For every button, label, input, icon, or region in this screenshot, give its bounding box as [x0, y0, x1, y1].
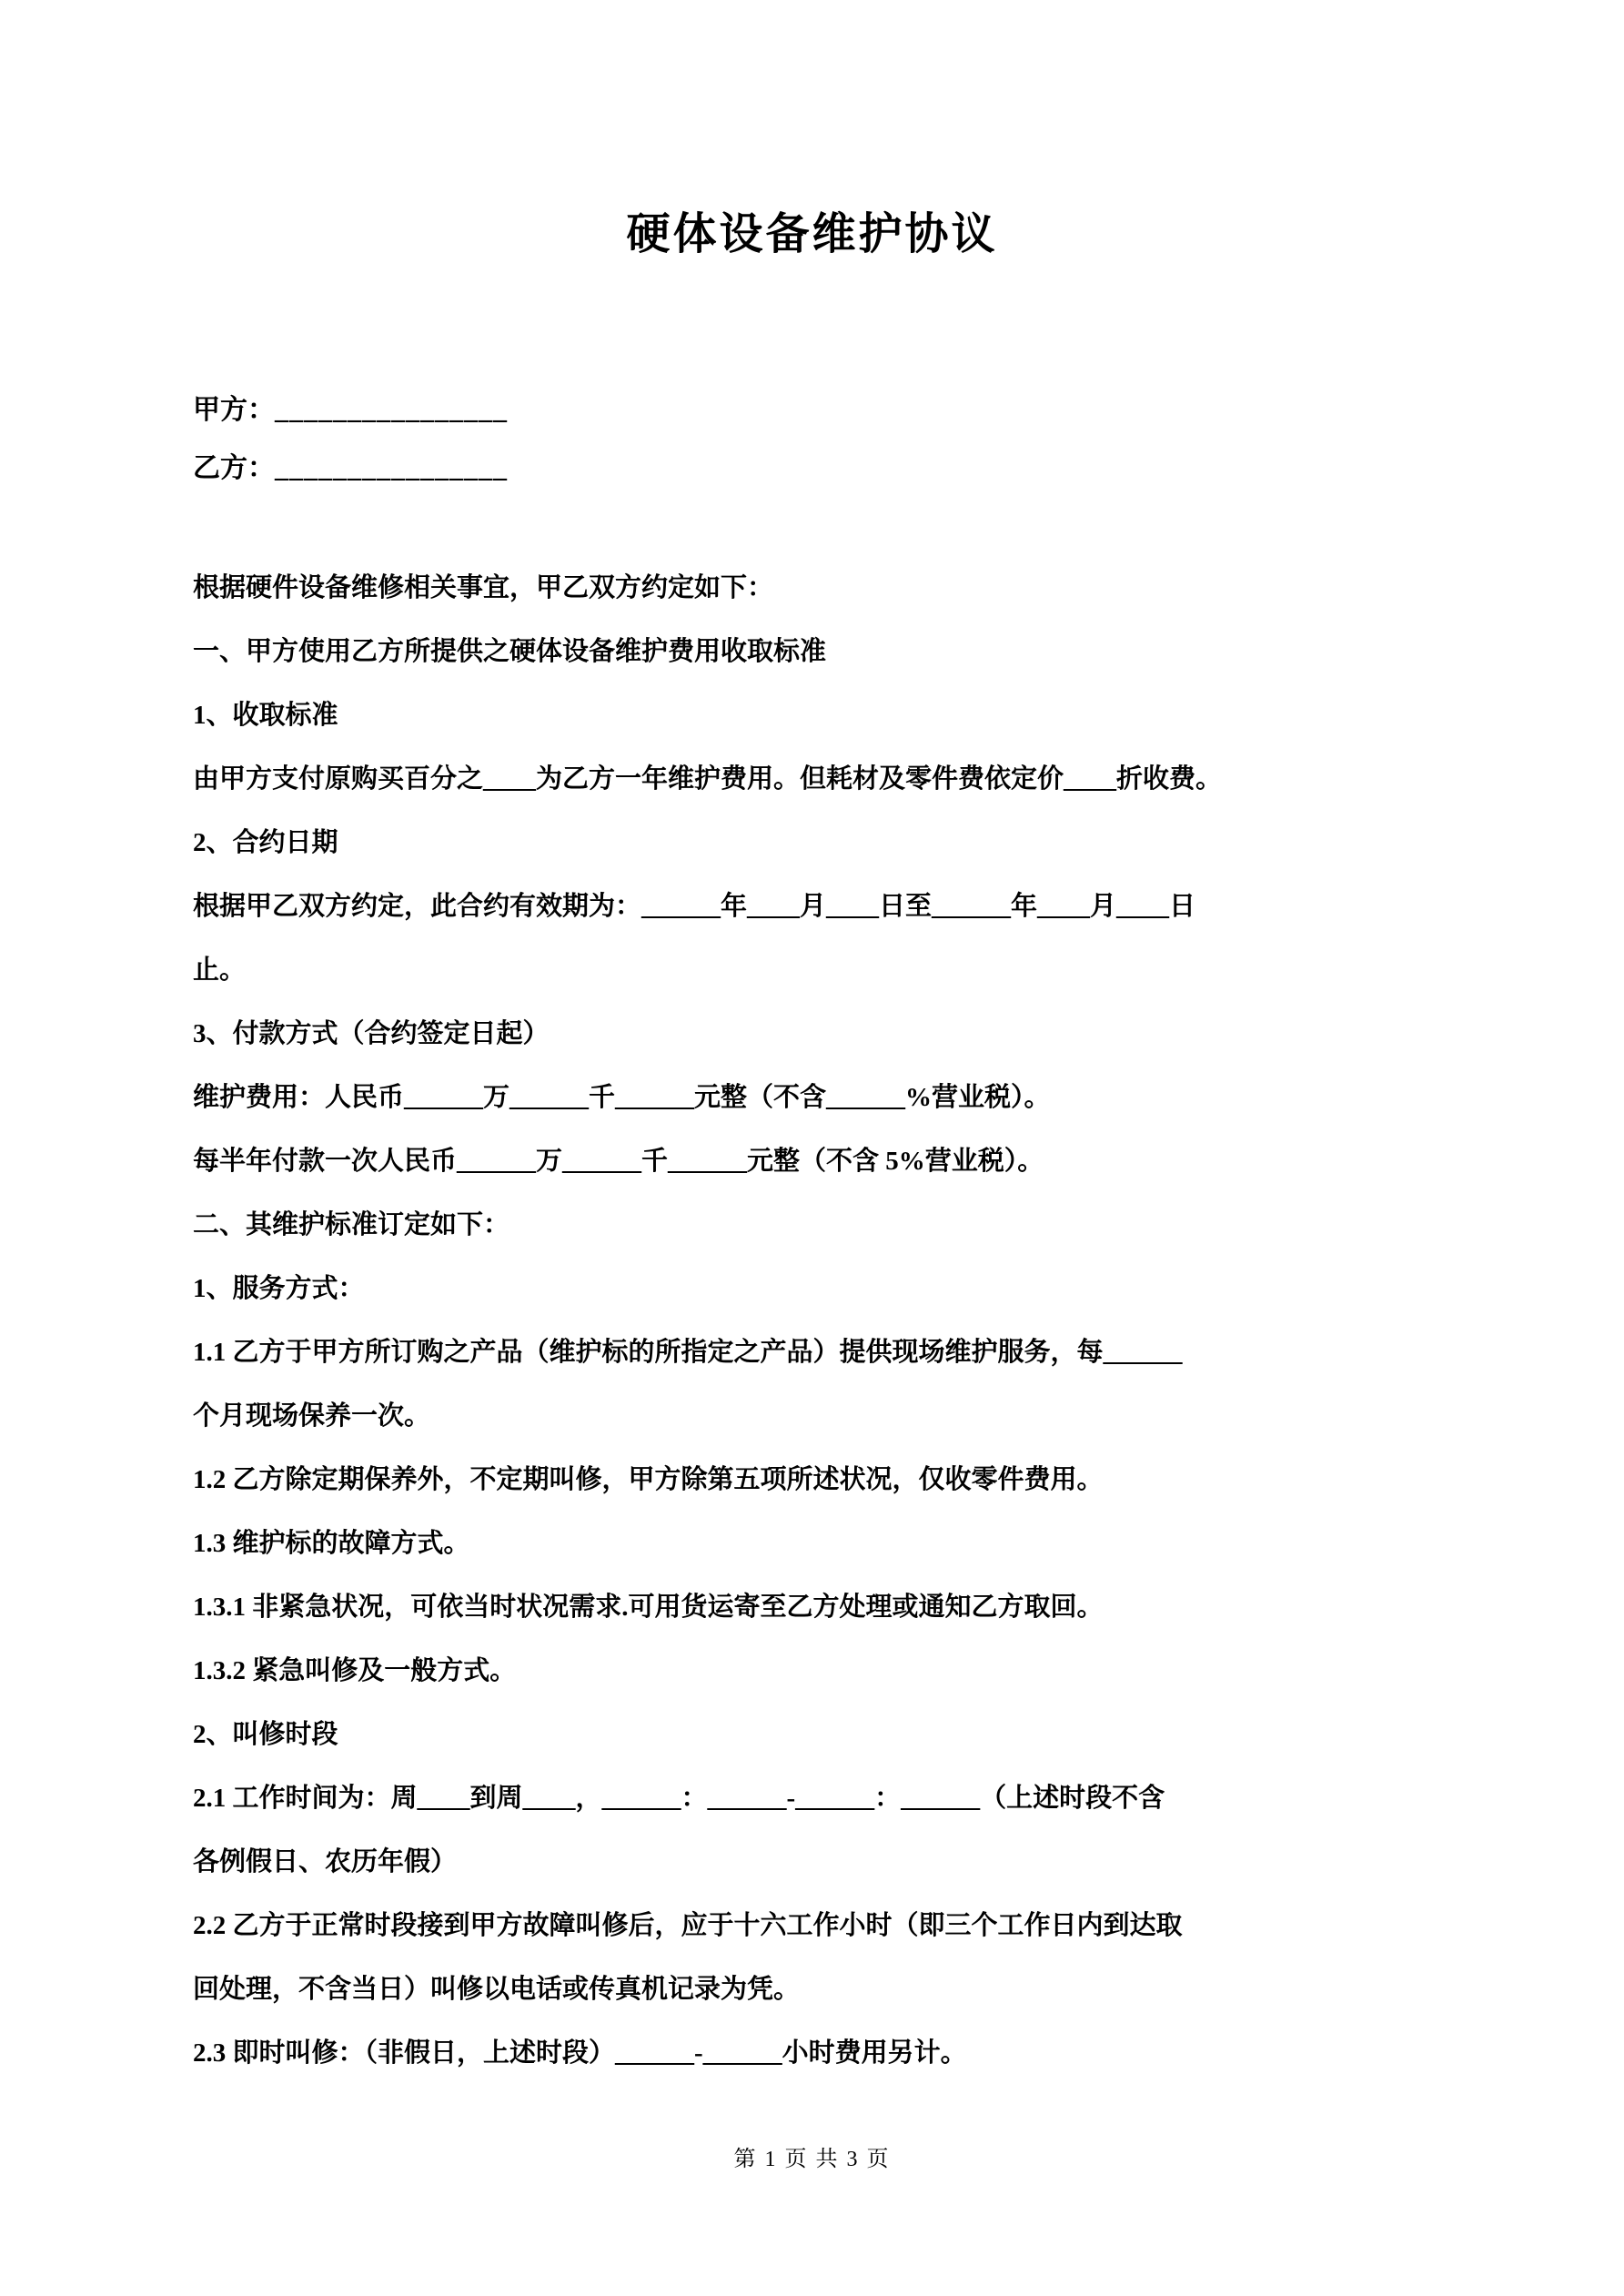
document-title: 硬体设备维护协议: [626, 210, 998, 258]
parties-block: [193, 381, 508, 498]
body-line: 2、叫修时段: [193, 1720, 338, 1749]
document-body: [193, 556, 1515, 2085]
party-b-label: 乙方：: [193, 453, 275, 483]
body-line: 1.2 乙方除定期保养外，不定期叫修，甲方除第五项所述状况，仅收零件费用。: [193, 1465, 1104, 1494]
body-line: 2.1 工作时间为：周____到周____，______：______-______：______（上述时段不含: [193, 1784, 1165, 1813]
body-line: 每半年付款一次人民币______万______千______元整（不含 5%营业税）。: [193, 1147, 1044, 1176]
body-line: 2、合约日期: [193, 828, 338, 857]
body-line: 1.3 维护标的故障方式。: [193, 1529, 470, 1558]
body-line: 根据甲乙双方约定，此合约有效期为：______年____月____日至______年____月____日: [193, 892, 1196, 921]
body-line: 1、收取标准: [193, 701, 338, 730]
body-line: 3、付款方式（合约签定日起）: [193, 1019, 550, 1048]
body-line: 根据硬件设备维修相关事宜，甲乙双方约定如下：: [193, 573, 774, 602]
body-line: 1、服务方式：: [193, 1274, 365, 1303]
body-line: 回处理，不含当日）叫修以电话或传真机记录为凭。: [193, 1975, 801, 2004]
body-line: 1.3.2 紧急叫修及一般方式。: [193, 1656, 517, 1685]
body-line: 2.2 乙方于正常时段接到甲方故障叫修后，应于十六工作小时（即三个工作日内到达取: [193, 1911, 1183, 1940]
party-a-blank: ________________: [275, 395, 508, 425]
body-line: 由甲方支付原购买百分之____为乙方一年维护费用。但耗材及零件费依定价____折收费。: [193, 764, 1223, 794]
body-line: 二、其维护标准订定如下：: [193, 1210, 510, 1239]
page-number-footer: 第 1 页 共 3 页: [733, 2148, 891, 2171]
body-line: 个月现场保养一次。: [193, 1401, 431, 1431]
party-a-label: 甲方：: [193, 395, 275, 425]
body-line: 止。: [193, 956, 247, 985]
body-line: 1.3.1 非紧急状况，可依当时状况需求.可用货运寄至乙方处理或通知乙方取回。: [193, 1593, 1104, 1622]
party-b-blank: ________________: [275, 453, 508, 483]
body-line: 2.3 即时叫修：（非假日，上述时段）______-______小时费用另计。: [193, 2038, 967, 2068]
body-line: 1.1 乙方于甲方所订购之产品（维护标的所指定之产品）提供现场维护服务，每______: [193, 1338, 1183, 1367]
party-b-line: [193, 440, 508, 498]
body-line: 维护费用：人民币______万______千______元整（不含______%营业税）。: [193, 1083, 1051, 1112]
body-line: 一、甲方使用乙方所提供之硬体设备维护费用收取标准: [193, 637, 827, 666]
party-a-line: [193, 381, 508, 440]
body-line: 各例假日、农历年假）: [193, 1847, 458, 1876]
